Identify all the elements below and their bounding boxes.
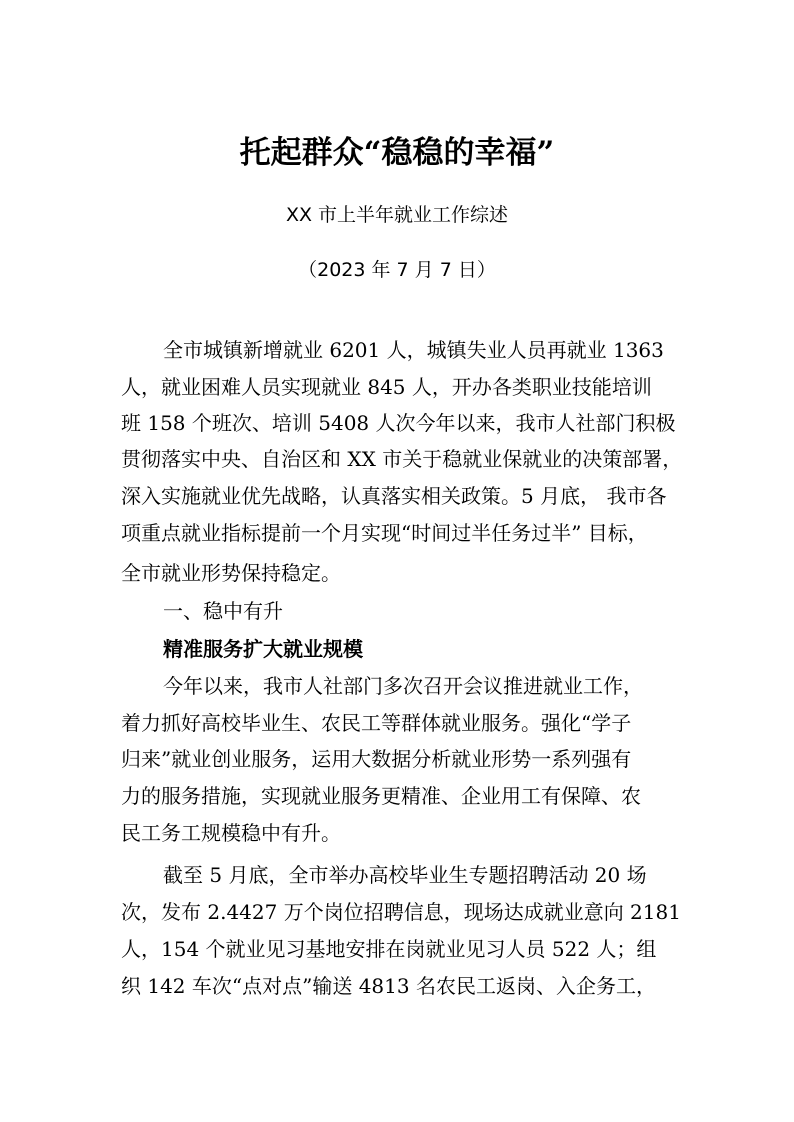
subsection-heading: 精准服务扩大就业规模 bbox=[163, 637, 363, 661]
paragraph-1-line: 全市城镇新增就业 6201 人，城镇失业人员再就业 1363 bbox=[163, 338, 664, 362]
document-subtitle: XX 市上半年就业工作综述 bbox=[285, 204, 509, 226]
paragraph-3-line: 织 142 车次“点对点”输送 4813 名农民工返岗、入企务工， bbox=[121, 974, 656, 998]
paragraph-3-line: 次，发布 2.4427 万个岗位招聘信息，现场达成就业意向 2181 bbox=[121, 900, 681, 924]
paragraph-3-line: 截至 5 月底，全市举办高校毕业生专题招聘活动 20 场 bbox=[163, 863, 647, 887]
paragraph-2-line: 力的服务措施，实现就业服务更精准、企业用工有保障、农 bbox=[121, 784, 641, 808]
paragraph-2-line: 归来”就业创业服务，运用大数据分析就业形势一系列强有 bbox=[121, 747, 632, 771]
section-heading: 一、稳中有升 bbox=[163, 599, 283, 623]
paragraph-1-line: 贯彻落实中央、自治区和 XX 市关于稳就业保就业的决策部署， bbox=[121, 447, 683, 471]
paragraph-2-line: 民工务工规模稳中有升。 bbox=[121, 821, 341, 845]
document-date: （2023 年 7 月 7 日） bbox=[298, 259, 496, 281]
paragraph-1-line: 全市就业形势保持稳定。 bbox=[121, 561, 341, 585]
paragraph-1-line: 项重点就业指标提前一个月实现“时间过半任务过半” 目标， bbox=[121, 521, 648, 545]
document-title: 托起群众“稳稳的幸福” bbox=[239, 135, 555, 171]
paragraph-1-line: 班 158 个班次、培训 5408 人次今年以来，我市人社部门积极 bbox=[121, 411, 676, 435]
paragraph-2-line: 今年以来，我市人社部门多次召开会议推进就业工作， bbox=[163, 674, 643, 698]
paragraph-2-line: 着力抓好高校毕业生、农民工等群体就业服务。强化“学子 bbox=[121, 711, 632, 735]
paragraph-1-line: 深入实施就业优先战略，认真落实相关政策。5 月底， 我市各 bbox=[121, 484, 667, 508]
paragraph-1-line: 人，就业困难人员实现就业 845 人，开办各类职业技能培训 bbox=[121, 375, 652, 399]
paragraph-3-line: 人，154 个就业见习基地安排在岗就业见习人员 522 人；组 bbox=[121, 937, 657, 961]
